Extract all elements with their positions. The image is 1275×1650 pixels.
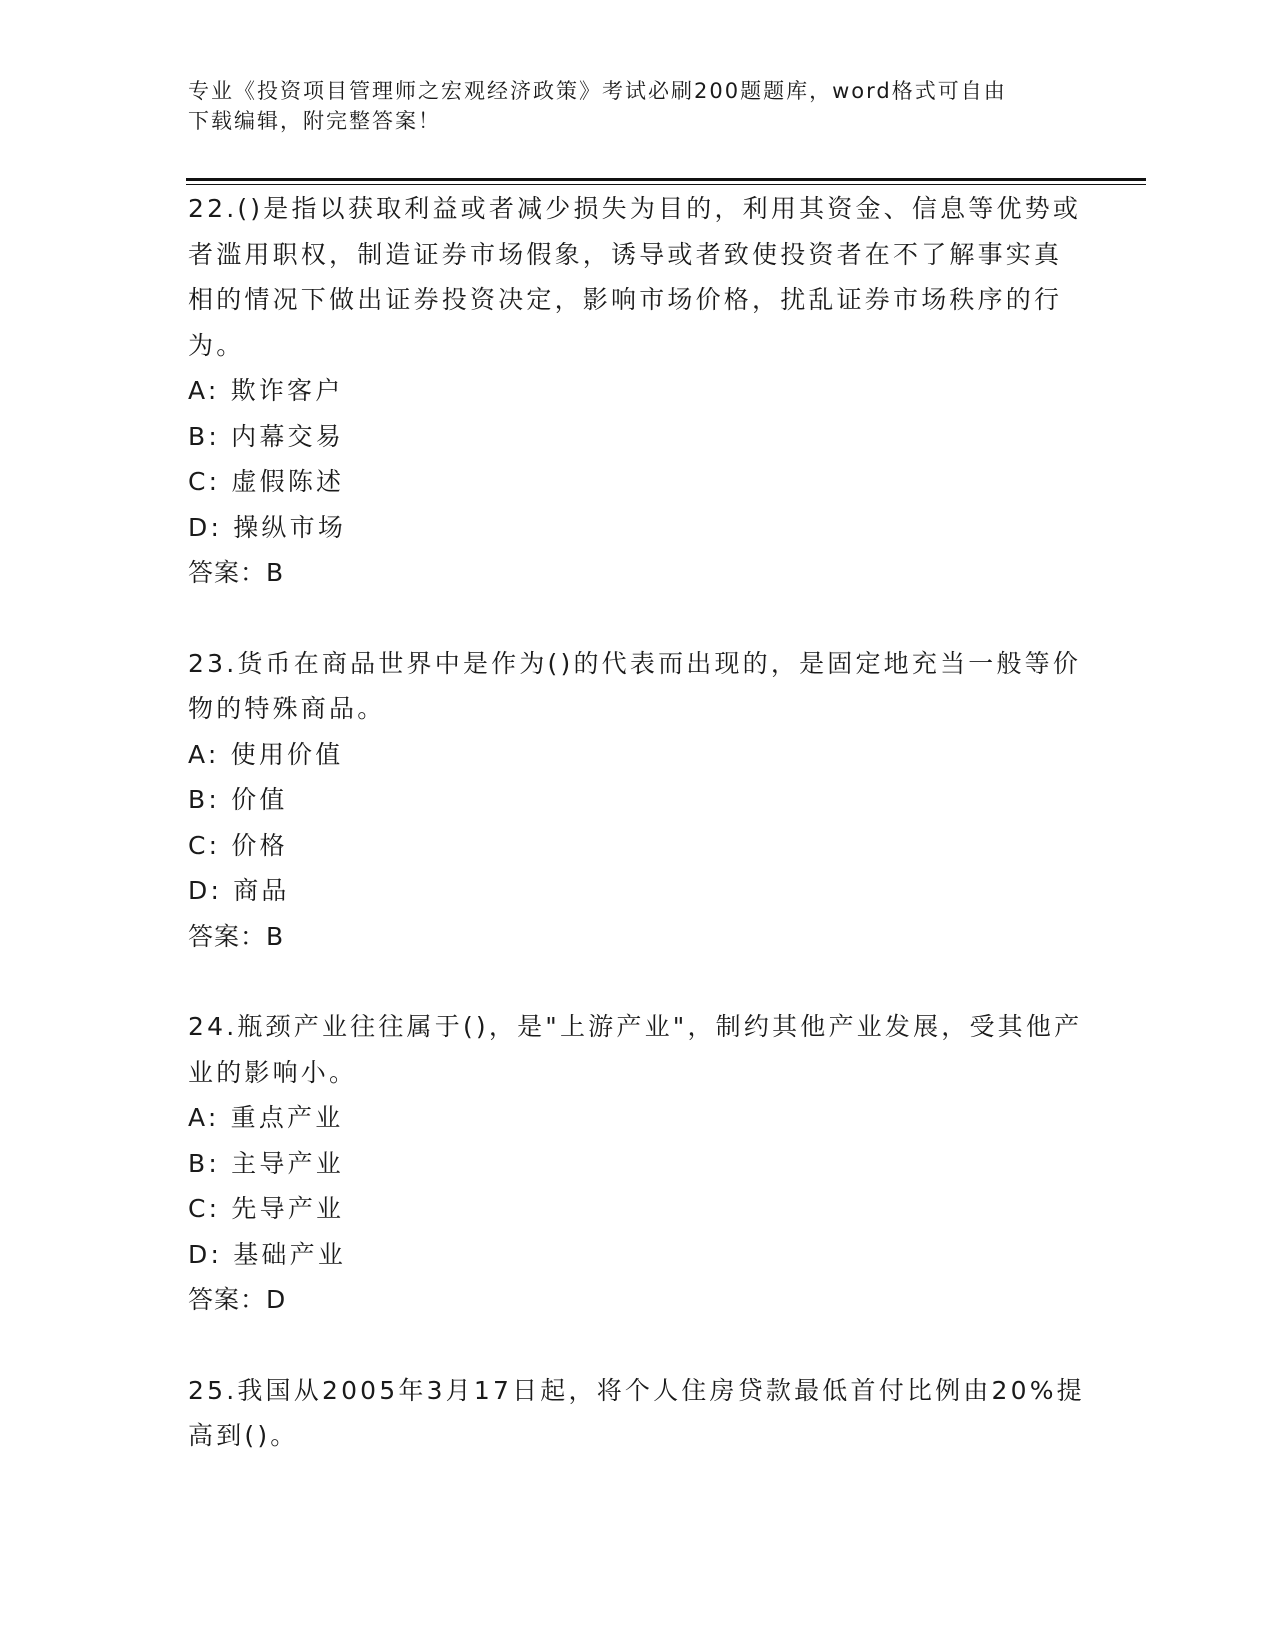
document-header bbox=[188, 76, 1068, 136]
option-a: A: 欺诈客户 bbox=[188, 376, 344, 405]
question-text: 24.瓶颈产业往往属于()，是"上游产业"，制约其他产业发展，受其他产业的影响小。 bbox=[188, 1012, 1083, 1087]
question-24 bbox=[188, 1004, 1088, 1323]
header-line-2: 下载编辑，附完整答案！ bbox=[188, 109, 441, 133]
header-divider-thin bbox=[186, 184, 1146, 185]
question-text: 23.货币在商品世界中是作为()的代表而出现的，是固定地充当一般等价物的特殊商品。 bbox=[188, 648, 1082, 723]
question-25 bbox=[188, 1368, 1088, 1459]
option-d: D: 基础产业 bbox=[188, 1239, 347, 1269]
answer: 答案：B bbox=[188, 921, 285, 951]
option-d: D: 商品 bbox=[188, 876, 290, 905]
question-spacer bbox=[188, 596, 1088, 641]
question-23 bbox=[188, 641, 1088, 960]
question-text: 25.我国从2005年3月17日起，将个人住房贷款最低首付比例由20%提高到()。 bbox=[188, 1375, 1085, 1450]
option-b: B: 内幕交易 bbox=[188, 421, 344, 451]
question-22 bbox=[188, 186, 1088, 596]
question-spacer bbox=[188, 959, 1088, 1004]
header-line-1: 专业《投资项目管理师之宏观经济政策》考试必刷200题题库，word格式可自由 bbox=[188, 79, 1007, 103]
option-c: C: 价格 bbox=[188, 830, 288, 860]
option-b: B: 主导产业 bbox=[188, 1148, 344, 1178]
option-a: A: 重点产业 bbox=[188, 1103, 344, 1132]
question-text: 22.()是指以获取利益或者减少损失为目的，利用其资金、信息等优势或者滥用职权，制造证券市场假象，诱导或者致使投资者在不了解事实真相的情况下做出证券投资决定，影响市场价格，扰乱证券市场秩序的行为。 bbox=[188, 194, 1082, 360]
header-divider-thick bbox=[186, 178, 1146, 181]
option-b: B: 价值 bbox=[188, 785, 288, 814]
question-list bbox=[188, 186, 1088, 1459]
answer: 答案：D bbox=[188, 1285, 287, 1314]
option-d: D: 操纵市场 bbox=[188, 512, 347, 542]
question-spacer bbox=[188, 1323, 1088, 1368]
option-a: A: 使用价值 bbox=[188, 739, 344, 769]
option-c: C: 虚假陈述 bbox=[188, 467, 345, 496]
option-c: C: 先导产业 bbox=[188, 1194, 345, 1223]
answer: 答案：B bbox=[188, 558, 285, 587]
